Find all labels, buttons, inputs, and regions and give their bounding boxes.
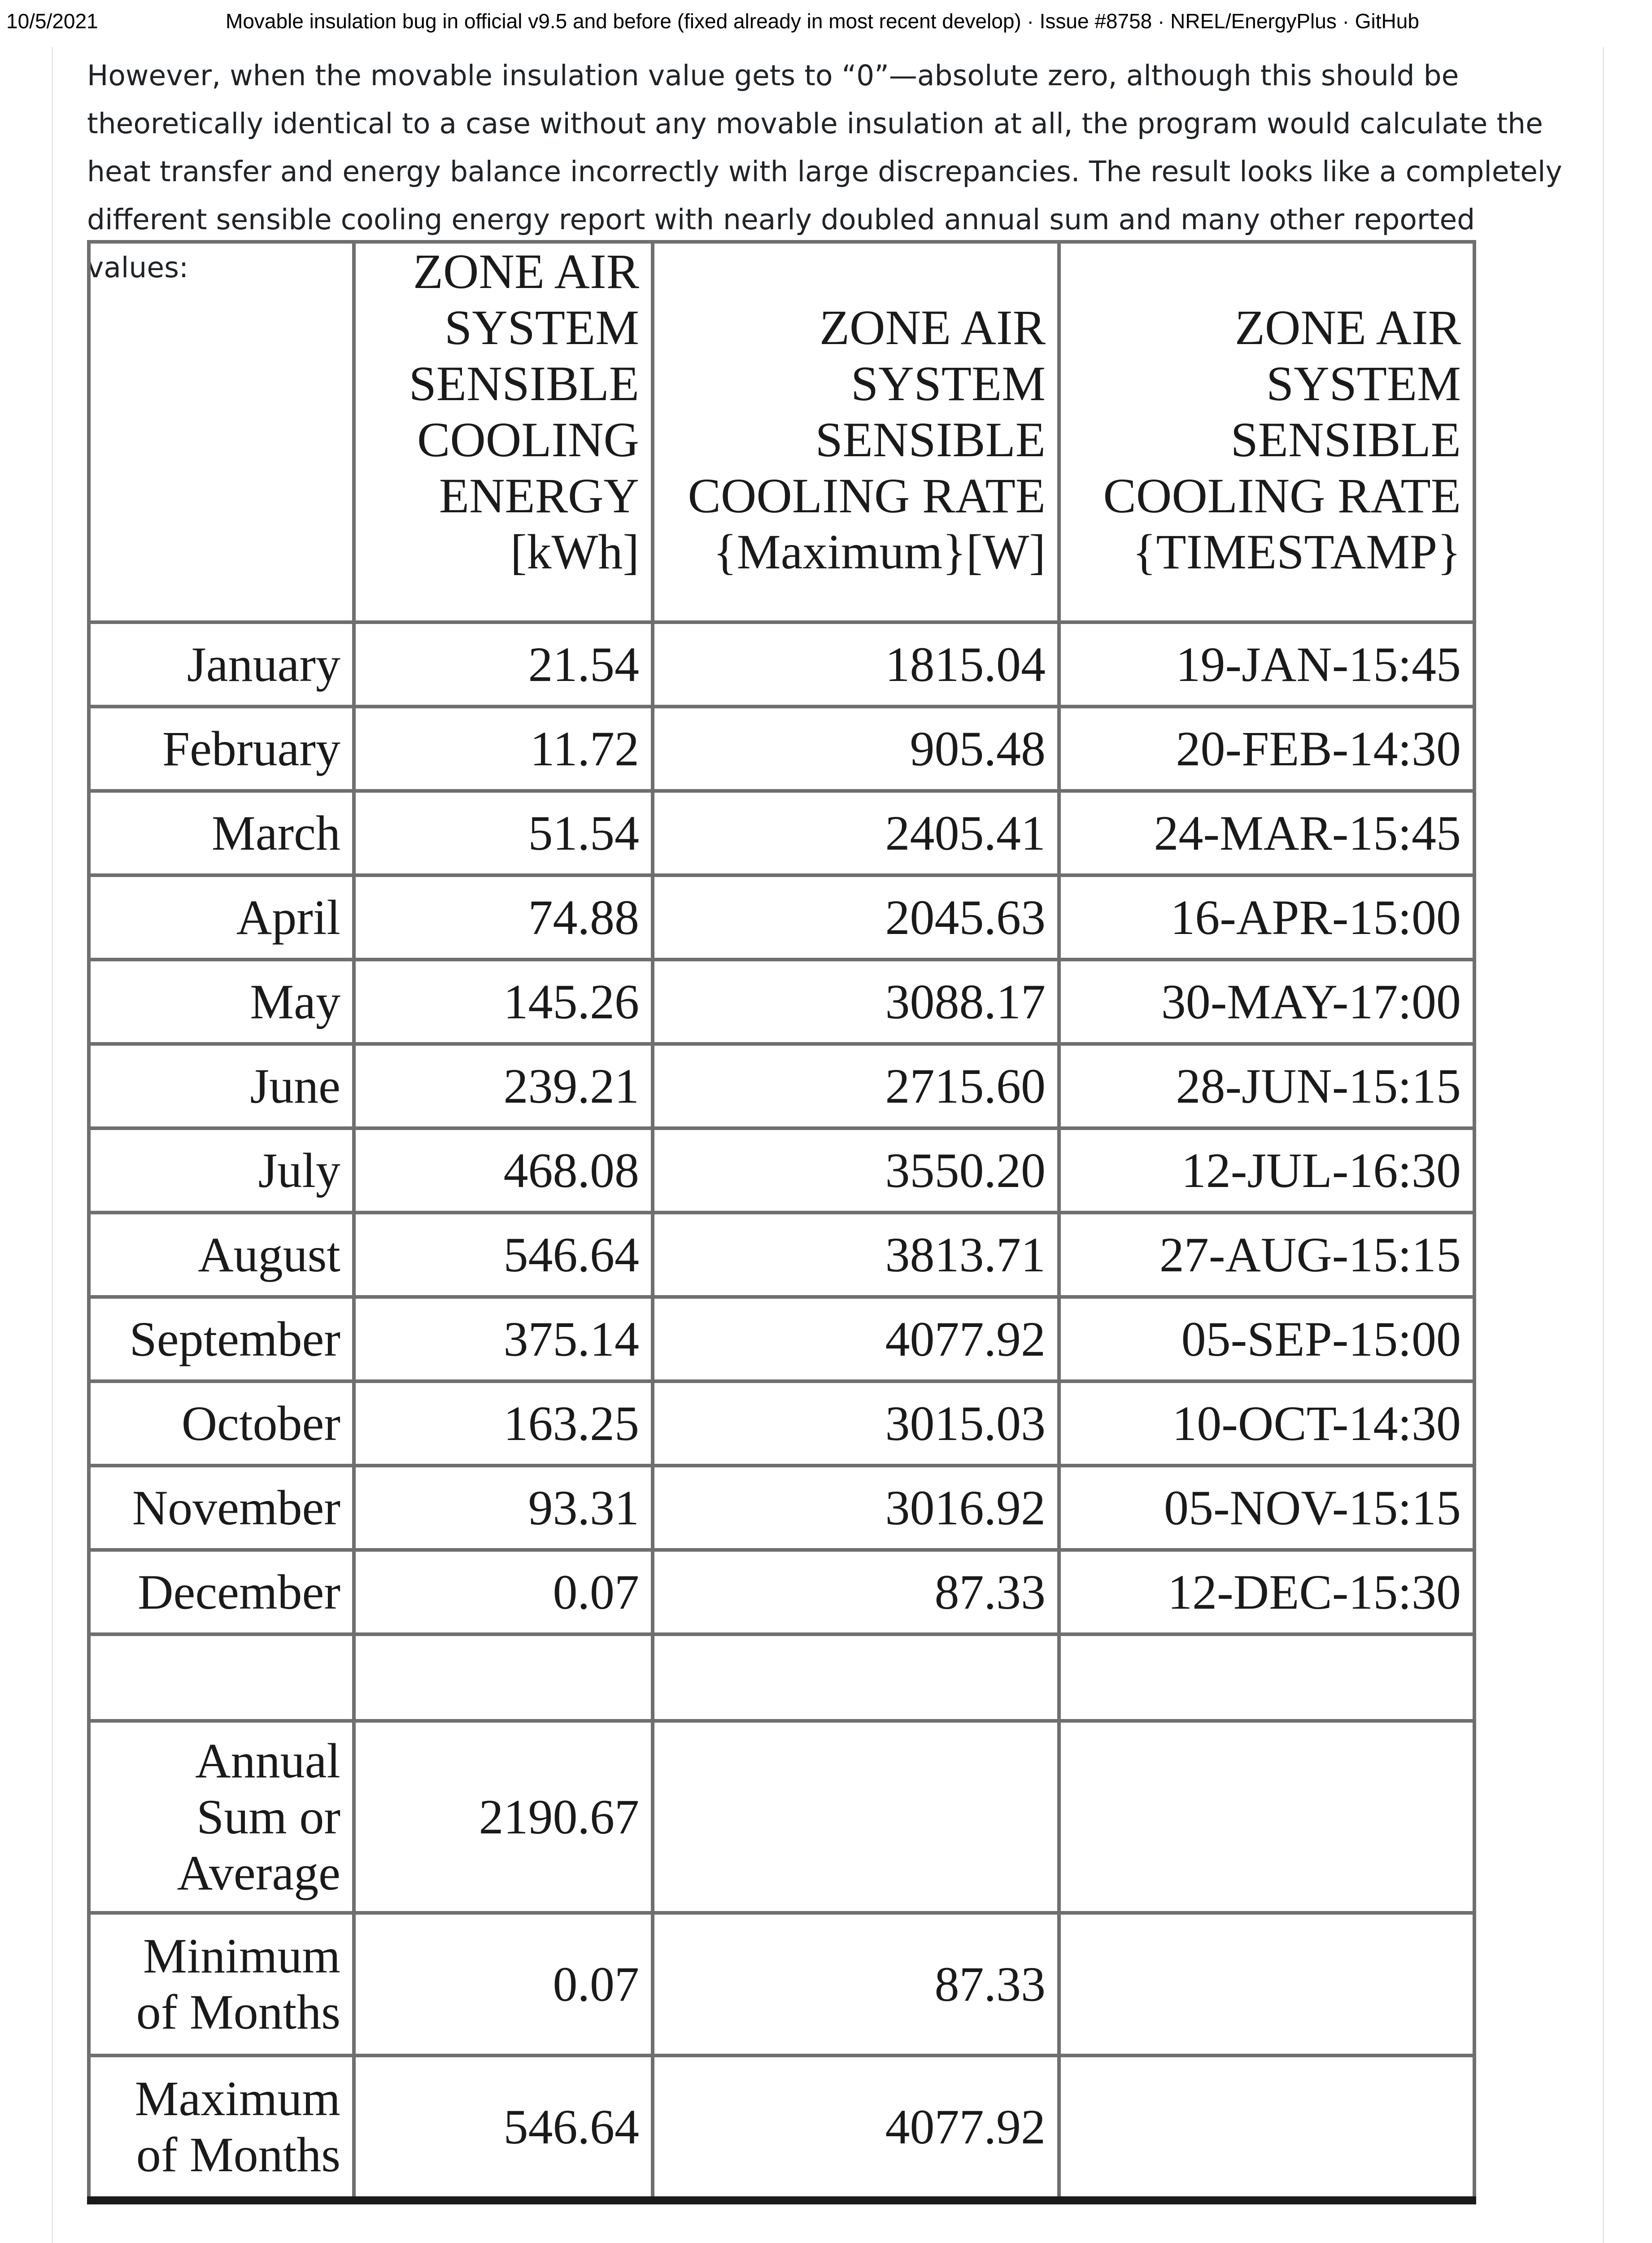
table-cell: 239.21	[354, 1044, 653, 1128]
table-cell: 16-APR-15:00	[1059, 875, 1474, 960]
row-label-cell	[89, 1634, 354, 1721]
table-cell: 4077.92	[653, 2055, 1059, 2200]
table-cell: 20-FEB-14:30	[1059, 707, 1474, 791]
table-cell: 10-OCT-14:30	[1059, 1381, 1474, 1466]
table-cell: 3015.03	[653, 1381, 1059, 1466]
table-header-cell: ZONE AIR SYSTEM SENSIBLE COOLING RATE {Maximum}[W]	[653, 242, 1059, 622]
table-row	[89, 622, 1474, 707]
table-body	[89, 622, 1474, 2200]
table-cell: 24-MAR-15:45	[1059, 791, 1474, 875]
table-cell: 12-JUL-16:30	[1059, 1128, 1474, 1213]
row-label-cell: June	[89, 1044, 354, 1128]
row-label-cell: February	[89, 707, 354, 791]
table-cell: 21.54	[354, 622, 653, 707]
row-label-cell: September	[89, 1297, 354, 1381]
cooling-report-table	[87, 240, 1476, 2204]
table-cell: 93.31	[354, 1466, 653, 1550]
table-cell: 74.88	[354, 875, 653, 960]
table-cell: 468.08	[354, 1128, 653, 1213]
table-row	[89, 1128, 1474, 1213]
table-cell: 375.14	[354, 1297, 653, 1381]
table-row	[89, 1466, 1474, 1550]
table-row	[89, 1381, 1474, 1466]
table-cell: 145.26	[354, 960, 653, 1044]
row-label-cell: December	[89, 1550, 354, 1634]
table-row	[89, 1297, 1474, 1381]
table-header-cell: ZONE AIR SYSTEM SENSIBLE COOLING RATE {TIMESTAMP}	[1059, 242, 1474, 622]
row-label-cell: May	[89, 960, 354, 1044]
table-row	[89, 707, 1474, 791]
table-row	[89, 1044, 1474, 1128]
row-label-cell: Minimum of Months	[89, 1913, 354, 2055]
table-cell: 546.64	[354, 1213, 653, 1297]
table-row	[89, 1721, 1474, 1913]
table-cell: 546.64	[354, 2055, 653, 2200]
table-cell: 51.54	[354, 791, 653, 875]
table-cell: 12-DEC-15:30	[1059, 1550, 1474, 1634]
print-header	[0, 6, 1652, 38]
table-cell: 19-JAN-15:45	[1059, 622, 1474, 707]
table-cell: 28-JUN-15:15	[1059, 1044, 1474, 1128]
table-row	[89, 791, 1474, 875]
table-cell: 0.07	[354, 1913, 653, 2055]
table-cell	[1059, 2055, 1474, 2200]
table-cell: 3813.71	[653, 1213, 1059, 1297]
table-cell	[1059, 1913, 1474, 2055]
table-cell: 2045.63	[653, 875, 1059, 960]
print-page-title: Movable insulation bug in official v9.5 and before (fixed already in most recent develop) · Issue #8758 · NREL/EnergyPlus · GitHub	[226, 9, 1419, 33]
intro-paragraph: However, when the movable insulation value gets to “0”—absolute zero, although this should be theoretically identical to a case without any movable insulation at all, the program would calculate the heat transfer and energy balance incorrectly with large discrepancies. The result looks like a completely different sensible cooling energy report with nearly doubled annual sum and many other reported values:	[87, 59, 1562, 284]
row-label-cell: July	[89, 1128, 354, 1213]
table-cell	[354, 1634, 653, 1721]
table-row	[89, 1634, 1474, 1721]
table-cell: 11.72	[354, 707, 653, 791]
table-cell: 163.25	[354, 1381, 653, 1466]
row-label-cell: January	[89, 622, 354, 707]
table-cell: 0.07	[354, 1550, 653, 1634]
table-cell	[653, 1721, 1059, 1913]
table-row	[89, 1550, 1474, 1634]
print-date: 10/5/2021	[6, 9, 98, 33]
table-header-row	[89, 242, 1474, 622]
table-cell: 30-MAY-17:00	[1059, 960, 1474, 1044]
table-cell: 3016.92	[653, 1466, 1059, 1550]
row-label-cell: Annual Sum or Average	[89, 1721, 354, 1913]
table-cell: 3550.20	[653, 1128, 1059, 1213]
table-cell: 1815.04	[653, 622, 1059, 707]
table-cell	[653, 1634, 1059, 1721]
table-row	[89, 1213, 1474, 1297]
table-cell: 2715.60	[653, 1044, 1059, 1128]
table-row	[89, 960, 1474, 1044]
table-row	[89, 1913, 1474, 2055]
row-label-cell: Maximum of Months	[89, 2055, 354, 2200]
table-cell	[1059, 1634, 1474, 1721]
table-cell: 3088.17	[653, 960, 1059, 1044]
table-cell: 05-SEP-15:00	[1059, 1297, 1474, 1381]
table-cell: 87.33	[653, 1550, 1059, 1634]
table-cell: 87.33	[653, 1913, 1059, 2055]
row-label-cell: August	[89, 1213, 354, 1297]
table-cell: 905.48	[653, 707, 1059, 791]
table-row	[89, 875, 1474, 960]
table-cell: 27-AUG-15:15	[1059, 1213, 1474, 1297]
table-header-cell	[89, 242, 354, 622]
table-row	[89, 2055, 1474, 2200]
row-label-cell: April	[89, 875, 354, 960]
table-cell: 05-NOV-15:15	[1059, 1466, 1474, 1550]
row-label-cell: October	[89, 1381, 354, 1466]
table-cell: 2405.41	[653, 791, 1059, 875]
table-cell: 4077.92	[653, 1297, 1059, 1381]
row-label-cell: November	[89, 1466, 354, 1550]
table-cell: 2190.67	[354, 1721, 653, 1913]
table-cell	[1059, 1721, 1474, 1913]
table-header-cell: ZONE AIR SYSTEM SENSIBLE COOLING ENERGY [kWh]	[354, 242, 653, 622]
row-label-cell: March	[89, 791, 354, 875]
